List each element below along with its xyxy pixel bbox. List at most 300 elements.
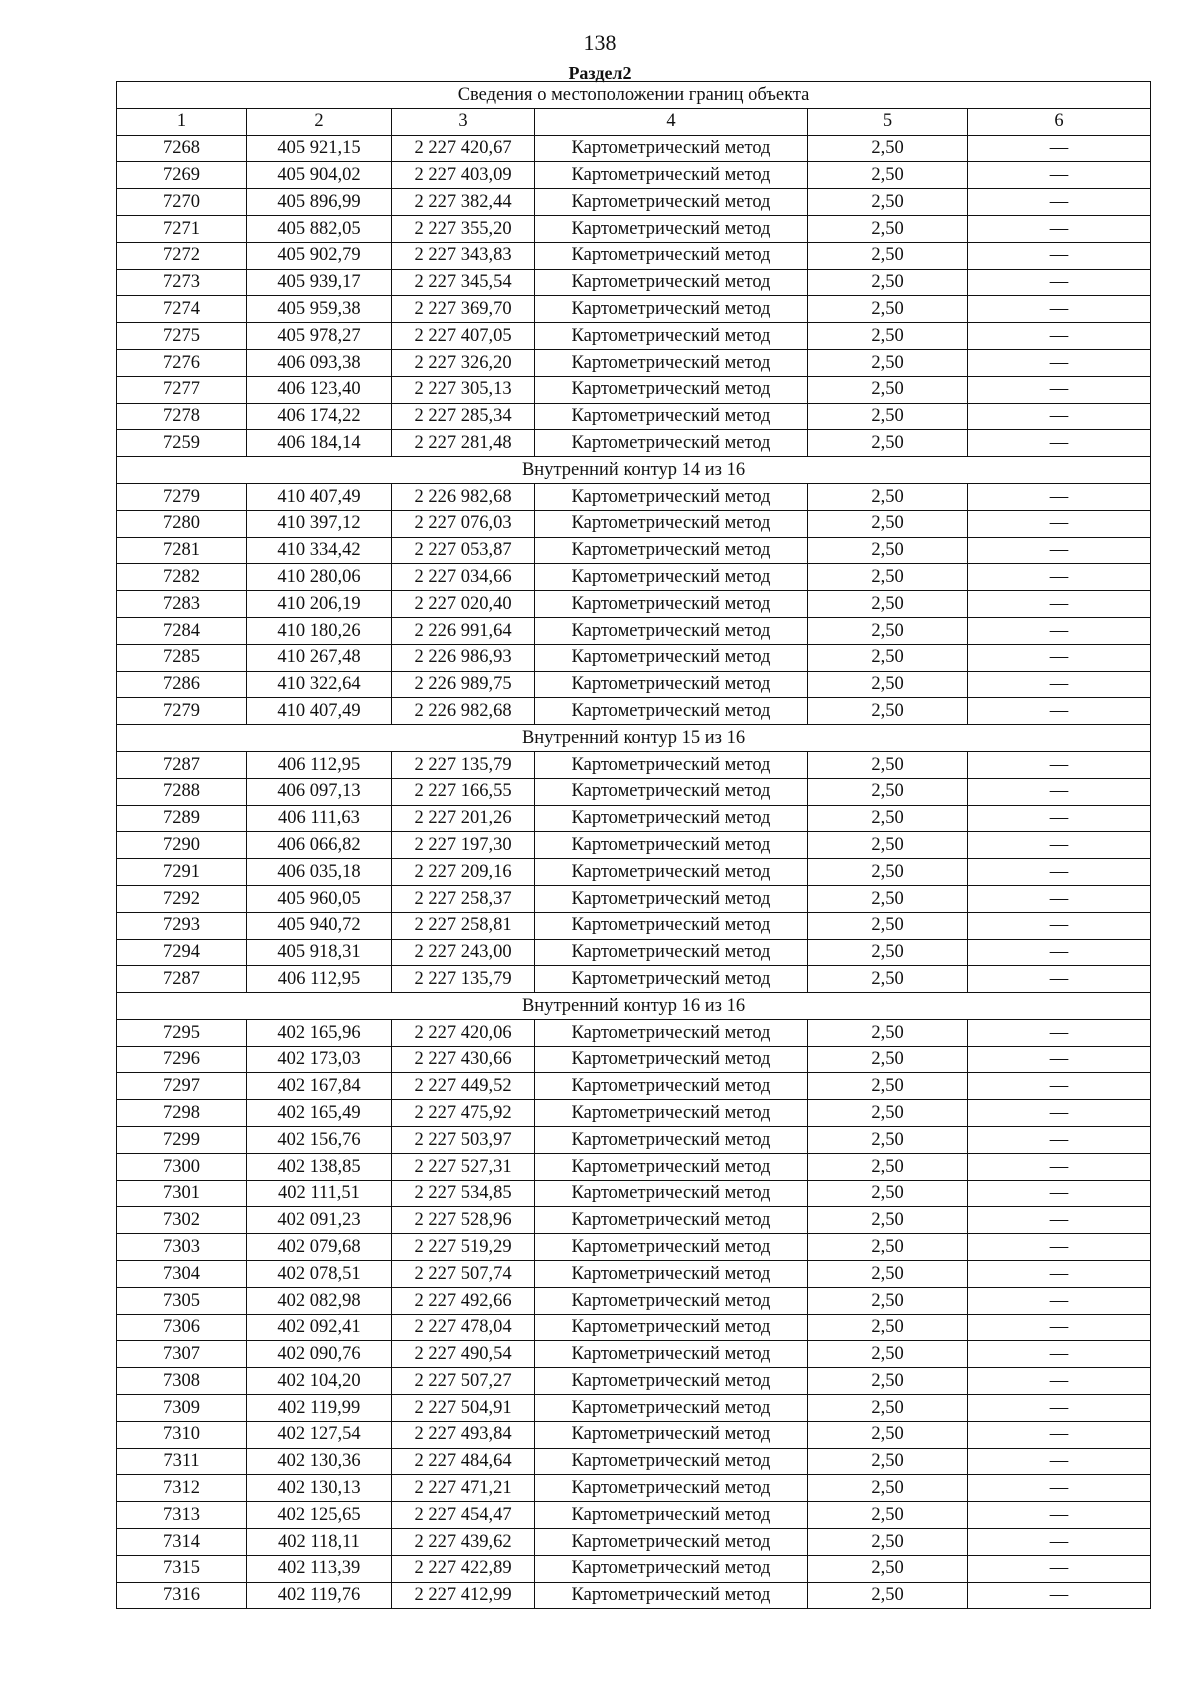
- table-row: [117, 349, 1151, 376]
- method-cell: Картометрический метод: [535, 939, 808, 966]
- note-cell: —: [968, 805, 1151, 832]
- note-cell: —: [968, 1341, 1151, 1368]
- note-cell: —: [968, 242, 1151, 269]
- point-number-cell: 7306: [117, 1314, 247, 1341]
- x-coordinate-cell: 406 111,63: [247, 805, 392, 832]
- x-coordinate-cell: 402 090,76: [247, 1341, 392, 1368]
- method-cell: Картометрический метод: [535, 189, 808, 216]
- page-number: 138: [583, 30, 617, 55]
- note-cell: —: [968, 1180, 1151, 1207]
- note-cell: —: [968, 510, 1151, 537]
- note-cell: —: [968, 430, 1151, 457]
- accuracy-cell: 2,50: [808, 135, 968, 162]
- note-cell: —: [968, 1153, 1151, 1180]
- method-cell: Картометрический метод: [535, 1582, 808, 1609]
- y-coordinate-cell: 2 227 166,55: [392, 778, 535, 805]
- point-number-cell: 7280: [117, 510, 247, 537]
- method-cell: Картометрический метод: [535, 778, 808, 805]
- note-cell: —: [968, 617, 1151, 644]
- y-coordinate-cell: 2 226 982,68: [392, 483, 535, 510]
- x-coordinate-cell: 406 123,40: [247, 376, 392, 403]
- x-coordinate-cell: 405 960,05: [247, 885, 392, 912]
- method-cell: Картометрический метод: [535, 1287, 808, 1314]
- table-caption: Сведения о местоположении границ объекта: [117, 82, 1151, 109]
- point-number-cell: 7289: [117, 805, 247, 832]
- table-row: [117, 215, 1151, 242]
- y-coordinate-cell: 2 227 471,21: [392, 1475, 535, 1502]
- accuracy-cell: 2,50: [808, 1127, 968, 1154]
- x-coordinate-cell: 402 078,51: [247, 1261, 392, 1288]
- y-coordinate-cell: 2 227 020,40: [392, 591, 535, 618]
- note-cell: —: [968, 751, 1151, 778]
- note-cell: —: [968, 1127, 1151, 1154]
- note-cell: —: [968, 564, 1151, 591]
- table-row: [117, 912, 1151, 939]
- x-coordinate-cell: 405 882,05: [247, 215, 392, 242]
- table-row: [117, 1046, 1151, 1073]
- point-number-cell: 7287: [117, 751, 247, 778]
- method-cell: Картометрический метод: [535, 1046, 808, 1073]
- x-coordinate-cell: 406 112,95: [247, 751, 392, 778]
- method-cell: Картометрический метод: [535, 510, 808, 537]
- point-number-cell: 7303: [117, 1234, 247, 1261]
- note-cell: —: [968, 591, 1151, 618]
- point-number-cell: 7282: [117, 564, 247, 591]
- point-number-cell: 7307: [117, 1341, 247, 1368]
- x-coordinate-cell: 402 173,03: [247, 1046, 392, 1073]
- y-coordinate-cell: 2 227 034,66: [392, 564, 535, 591]
- method-cell: Картометрический метод: [535, 1234, 808, 1261]
- method-cell: Картометрический метод: [535, 1341, 808, 1368]
- y-coordinate-cell: 2 227 326,20: [392, 349, 535, 376]
- contour-heading-row: [117, 457, 1151, 484]
- accuracy-cell: 2,50: [808, 564, 968, 591]
- point-number-cell: 7279: [117, 483, 247, 510]
- method-cell: Картометрический метод: [535, 1314, 808, 1341]
- point-number-cell: 7301: [117, 1180, 247, 1207]
- accuracy-cell: 2,50: [808, 1395, 968, 1422]
- accuracy-cell: 2,50: [808, 1475, 968, 1502]
- point-number-cell: 7295: [117, 1019, 247, 1046]
- column-header: 2: [247, 108, 392, 135]
- note-cell: —: [968, 1502, 1151, 1529]
- method-cell: Картометрический метод: [535, 296, 808, 323]
- accuracy-cell: 2,50: [808, 1502, 968, 1529]
- table-row: [117, 135, 1151, 162]
- y-coordinate-cell: 2 226 982,68: [392, 698, 535, 725]
- x-coordinate-cell: 410 206,19: [247, 591, 392, 618]
- note-cell: —: [968, 1019, 1151, 1046]
- table-row: [117, 510, 1151, 537]
- table-row: [117, 698, 1151, 725]
- x-coordinate-cell: 402 119,99: [247, 1395, 392, 1422]
- method-cell: Картометрический метод: [535, 564, 808, 591]
- y-coordinate-cell: 2 227 343,83: [392, 242, 535, 269]
- table-row: [117, 189, 1151, 216]
- x-coordinate-cell: 410 322,64: [247, 671, 392, 698]
- accuracy-cell: 2,50: [808, 698, 968, 725]
- x-coordinate-cell: 402 165,96: [247, 1019, 392, 1046]
- table-row: [117, 805, 1151, 832]
- point-number-cell: 7290: [117, 832, 247, 859]
- x-coordinate-cell: 405 921,15: [247, 135, 392, 162]
- note-cell: —: [968, 859, 1151, 886]
- method-cell: Картометрический метод: [535, 832, 808, 859]
- x-coordinate-cell: 405 939,17: [247, 269, 392, 296]
- note-cell: —: [968, 215, 1151, 242]
- accuracy-cell: 2,50: [808, 1341, 968, 1368]
- accuracy-cell: 2,50: [808, 671, 968, 698]
- point-number-cell: 7315: [117, 1555, 247, 1582]
- accuracy-cell: 2,50: [808, 189, 968, 216]
- table-row: [117, 323, 1151, 350]
- note-cell: —: [968, 778, 1151, 805]
- accuracy-cell: 2,50: [808, 617, 968, 644]
- x-coordinate-cell: 402 165,49: [247, 1100, 392, 1127]
- point-number-cell: 7291: [117, 859, 247, 886]
- table-row: [117, 1100, 1151, 1127]
- x-coordinate-cell: 410 280,06: [247, 564, 392, 591]
- x-coordinate-cell: 406 112,95: [247, 966, 392, 993]
- x-coordinate-cell: 402 130,13: [247, 1475, 392, 1502]
- point-number-cell: 7298: [117, 1100, 247, 1127]
- accuracy-cell: 2,50: [808, 1368, 968, 1395]
- contour-heading-row: [117, 993, 1151, 1020]
- contour-label: Внутренний контур 14 из 16: [117, 457, 1151, 484]
- table-row: [117, 1234, 1151, 1261]
- point-number-cell: 7281: [117, 537, 247, 564]
- x-coordinate-cell: 405 959,38: [247, 296, 392, 323]
- accuracy-cell: 2,50: [808, 1314, 968, 1341]
- y-coordinate-cell: 2 227 053,87: [392, 537, 535, 564]
- x-coordinate-cell: 402 113,39: [247, 1555, 392, 1582]
- y-coordinate-cell: 2 227 258,37: [392, 885, 535, 912]
- method-cell: Картометрический метод: [535, 671, 808, 698]
- x-coordinate-cell: 405 978,27: [247, 323, 392, 350]
- point-number-cell: 7275: [117, 323, 247, 350]
- accuracy-cell: 2,50: [808, 912, 968, 939]
- point-number-cell: 7314: [117, 1529, 247, 1556]
- accuracy-cell: 2,50: [808, 215, 968, 242]
- table-body: [117, 135, 1151, 1609]
- method-cell: Картометрический метод: [535, 805, 808, 832]
- point-number-cell: 7294: [117, 939, 247, 966]
- note-cell: —: [968, 1100, 1151, 1127]
- table-row: [117, 751, 1151, 778]
- accuracy-cell: 2,50: [808, 1582, 968, 1609]
- point-number-cell: 7285: [117, 644, 247, 671]
- y-coordinate-cell: 2 227 507,27: [392, 1368, 535, 1395]
- y-coordinate-cell: 2 227 076,03: [392, 510, 535, 537]
- table-row: [117, 564, 1151, 591]
- method-cell: Картометрический метод: [535, 349, 808, 376]
- y-coordinate-cell: 2 227 422,89: [392, 1555, 535, 1582]
- x-coordinate-cell: 402 127,54: [247, 1421, 392, 1448]
- accuracy-cell: 2,50: [808, 1180, 968, 1207]
- accuracy-cell: 2,50: [808, 859, 968, 886]
- x-coordinate-cell: 402 082,98: [247, 1287, 392, 1314]
- y-coordinate-cell: 2 227 258,81: [392, 912, 535, 939]
- table-row: [117, 1019, 1151, 1046]
- y-coordinate-cell: 2 227 534,85: [392, 1180, 535, 1207]
- note-cell: —: [968, 1421, 1151, 1448]
- x-coordinate-cell: 406 066,82: [247, 832, 392, 859]
- y-coordinate-cell: 2 227 527,31: [392, 1153, 535, 1180]
- note-cell: —: [968, 644, 1151, 671]
- table-row: [117, 617, 1151, 644]
- point-number-cell: 7276: [117, 349, 247, 376]
- table-row: [117, 537, 1151, 564]
- method-cell: Картометрический метод: [535, 537, 808, 564]
- y-coordinate-cell: 2 227 478,04: [392, 1314, 535, 1341]
- point-number-cell: 7299: [117, 1127, 247, 1154]
- note-cell: —: [968, 403, 1151, 430]
- note-cell: —: [968, 1314, 1151, 1341]
- y-coordinate-cell: 2 227 305,13: [392, 376, 535, 403]
- y-coordinate-cell: 2 227 504,91: [392, 1395, 535, 1422]
- y-coordinate-cell: 2 227 369,70: [392, 296, 535, 323]
- accuracy-cell: 2,50: [808, 537, 968, 564]
- accuracy-cell: 2,50: [808, 644, 968, 671]
- y-coordinate-cell: 2 227 407,05: [392, 323, 535, 350]
- method-cell: Картометрический метод: [535, 1529, 808, 1556]
- note-cell: —: [968, 135, 1151, 162]
- y-coordinate-cell: 2 227 484,64: [392, 1448, 535, 1475]
- point-number-cell: 7283: [117, 591, 247, 618]
- method-cell: Картометрический метод: [535, 1207, 808, 1234]
- accuracy-cell: 2,50: [808, 591, 968, 618]
- note-cell: —: [968, 885, 1151, 912]
- note-cell: —: [968, 912, 1151, 939]
- point-number-cell: 7287: [117, 966, 247, 993]
- accuracy-cell: 2,50: [808, 1421, 968, 1448]
- table-row: [117, 644, 1151, 671]
- point-number-cell: 7309: [117, 1395, 247, 1422]
- point-number-cell: 7273: [117, 269, 247, 296]
- point-number-cell: 7313: [117, 1502, 247, 1529]
- y-coordinate-cell: 2 227 135,79: [392, 751, 535, 778]
- point-number-cell: 7305: [117, 1287, 247, 1314]
- table-row: [117, 832, 1151, 859]
- table-row: [117, 1207, 1151, 1234]
- table-row: [117, 1287, 1151, 1314]
- method-cell: Картометрический метод: [535, 1261, 808, 1288]
- note-cell: —: [968, 832, 1151, 859]
- accuracy-cell: 2,50: [808, 966, 968, 993]
- column-header-row: [117, 108, 1151, 135]
- x-coordinate-cell: 405 940,72: [247, 912, 392, 939]
- table-row: [117, 885, 1151, 912]
- point-number-cell: 7310: [117, 1421, 247, 1448]
- point-number-cell: 7284: [117, 617, 247, 644]
- y-coordinate-cell: 2 227 135,79: [392, 966, 535, 993]
- x-coordinate-cell: 406 184,14: [247, 430, 392, 457]
- method-cell: Картометрический метод: [535, 1448, 808, 1475]
- x-coordinate-cell: 402 092,41: [247, 1314, 392, 1341]
- column-header: 1: [117, 108, 247, 135]
- note-cell: —: [968, 698, 1151, 725]
- table-row: [117, 1395, 1151, 1422]
- accuracy-cell: 2,50: [808, 242, 968, 269]
- table-row: [117, 1421, 1151, 1448]
- table-row: [117, 1261, 1151, 1288]
- note-cell: —: [968, 1555, 1151, 1582]
- accuracy-cell: 2,50: [808, 323, 968, 350]
- accuracy-cell: 2,50: [808, 430, 968, 457]
- method-cell: Картометрический метод: [535, 269, 808, 296]
- table-row: [117, 1448, 1151, 1475]
- point-number-cell: 7277: [117, 376, 247, 403]
- table-row: [117, 269, 1151, 296]
- point-number-cell: 7296: [117, 1046, 247, 1073]
- x-coordinate-cell: 402 091,23: [247, 1207, 392, 1234]
- x-coordinate-cell: 405 902,79: [247, 242, 392, 269]
- method-cell: Картометрический метод: [535, 242, 808, 269]
- note-cell: —: [968, 1046, 1151, 1073]
- table-row: [117, 1475, 1151, 1502]
- note-cell: —: [968, 671, 1151, 698]
- y-coordinate-cell: 2 227 503,97: [392, 1127, 535, 1154]
- note-cell: —: [968, 1475, 1151, 1502]
- point-number-cell: 7270: [117, 189, 247, 216]
- method-cell: Картометрический метод: [535, 1421, 808, 1448]
- point-number-cell: 7293: [117, 912, 247, 939]
- x-coordinate-cell: 410 407,49: [247, 698, 392, 725]
- x-coordinate-cell: 402 111,51: [247, 1180, 392, 1207]
- x-coordinate-cell: 406 174,22: [247, 403, 392, 430]
- column-header: 5: [808, 108, 968, 135]
- point-number-cell: 7286: [117, 671, 247, 698]
- point-number-cell: 7308: [117, 1368, 247, 1395]
- x-coordinate-cell: 402 104,20: [247, 1368, 392, 1395]
- x-coordinate-cell: 406 097,13: [247, 778, 392, 805]
- method-cell: Картометрический метод: [535, 1395, 808, 1422]
- contour-label: Внутренний контур 15 из 16: [117, 725, 1151, 752]
- accuracy-cell: 2,50: [808, 162, 968, 189]
- y-coordinate-cell: 2 227 449,52: [392, 1073, 535, 1100]
- method-cell: Картометрический метод: [535, 1019, 808, 1046]
- method-cell: Картометрический метод: [535, 403, 808, 430]
- note-cell: —: [968, 1287, 1151, 1314]
- x-coordinate-cell: 410 267,48: [247, 644, 392, 671]
- boundary-table: [116, 81, 1151, 1609]
- table-row: [117, 376, 1151, 403]
- y-coordinate-cell: 2 227 454,47: [392, 1502, 535, 1529]
- point-number-cell: 7278: [117, 403, 247, 430]
- table-row: [117, 403, 1151, 430]
- column-header: 3: [392, 108, 535, 135]
- point-number-cell: 7279: [117, 698, 247, 725]
- point-number-cell: 7259: [117, 430, 247, 457]
- note-cell: —: [968, 1207, 1151, 1234]
- table-row: [117, 671, 1151, 698]
- point-number-cell: 7288: [117, 778, 247, 805]
- x-coordinate-cell: 402 156,76: [247, 1127, 392, 1154]
- x-coordinate-cell: 410 397,12: [247, 510, 392, 537]
- table-row: [117, 1153, 1151, 1180]
- method-cell: Картометрический метод: [535, 751, 808, 778]
- accuracy-cell: 2,50: [808, 778, 968, 805]
- table-row: [117, 296, 1151, 323]
- method-cell: Картометрический метод: [535, 644, 808, 671]
- note-cell: —: [968, 323, 1151, 350]
- accuracy-cell: 2,50: [808, 885, 968, 912]
- table-row: [117, 939, 1151, 966]
- method-cell: Картометрический метод: [535, 1502, 808, 1529]
- y-coordinate-cell: 2 227 345,54: [392, 269, 535, 296]
- point-number-cell: 7304: [117, 1261, 247, 1288]
- table-row: [117, 1180, 1151, 1207]
- method-cell: Картометрический метод: [535, 1153, 808, 1180]
- point-number-cell: 7269: [117, 162, 247, 189]
- accuracy-cell: 2,50: [808, 403, 968, 430]
- accuracy-cell: 2,50: [808, 349, 968, 376]
- table-row: [117, 778, 1151, 805]
- method-cell: Картометрический метод: [535, 430, 808, 457]
- table-row: [117, 1529, 1151, 1556]
- method-cell: Картометрический метод: [535, 912, 808, 939]
- y-coordinate-cell: 2 227 493,84: [392, 1421, 535, 1448]
- x-coordinate-cell: 406 035,18: [247, 859, 392, 886]
- table-caption-row: [117, 82, 1151, 109]
- note-cell: —: [968, 939, 1151, 966]
- x-coordinate-cell: 410 407,49: [247, 483, 392, 510]
- note-cell: —: [968, 349, 1151, 376]
- y-coordinate-cell: 2 227 475,92: [392, 1100, 535, 1127]
- method-cell: Картометрический метод: [535, 1475, 808, 1502]
- method-cell: Картометрический метод: [535, 1555, 808, 1582]
- note-cell: —: [968, 1073, 1151, 1100]
- accuracy-cell: 2,50: [808, 1448, 968, 1475]
- table-row: [117, 1555, 1151, 1582]
- accuracy-cell: 2,50: [808, 296, 968, 323]
- note-cell: —: [968, 1261, 1151, 1288]
- y-coordinate-cell: 2 227 492,66: [392, 1287, 535, 1314]
- method-cell: Картометрический метод: [535, 162, 808, 189]
- note-cell: —: [968, 162, 1151, 189]
- table-row: [117, 1368, 1151, 1395]
- point-number-cell: 7316: [117, 1582, 247, 1609]
- table-row: [117, 1341, 1151, 1368]
- note-cell: —: [968, 1448, 1151, 1475]
- point-number-cell: 7274: [117, 296, 247, 323]
- section-title: Раздел2: [568, 63, 632, 83]
- y-coordinate-cell: 2 227 403,09: [392, 162, 535, 189]
- method-cell: Картометрический метод: [535, 215, 808, 242]
- accuracy-cell: 2,50: [808, 1207, 968, 1234]
- method-cell: Картометрический метод: [535, 1127, 808, 1154]
- accuracy-cell: 2,50: [808, 1100, 968, 1127]
- x-coordinate-cell: 402 118,11: [247, 1529, 392, 1556]
- x-coordinate-cell: 402 119,76: [247, 1582, 392, 1609]
- y-coordinate-cell: 2 226 986,93: [392, 644, 535, 671]
- table-row: [117, 1073, 1151, 1100]
- note-cell: —: [968, 1529, 1151, 1556]
- accuracy-cell: 2,50: [808, 1529, 968, 1556]
- point-number-cell: 7297: [117, 1073, 247, 1100]
- y-coordinate-cell: 2 227 197,30: [392, 832, 535, 859]
- accuracy-cell: 2,50: [808, 1287, 968, 1314]
- method-cell: Картометрический метод: [535, 483, 808, 510]
- y-coordinate-cell: 2 227 243,00: [392, 939, 535, 966]
- note-cell: —: [968, 1368, 1151, 1395]
- x-coordinate-cell: 410 334,42: [247, 537, 392, 564]
- table-row: [117, 430, 1151, 457]
- method-cell: Картометрический метод: [535, 859, 808, 886]
- table-row: [117, 483, 1151, 510]
- accuracy-cell: 2,50: [808, 376, 968, 403]
- point-number-cell: 7272: [117, 242, 247, 269]
